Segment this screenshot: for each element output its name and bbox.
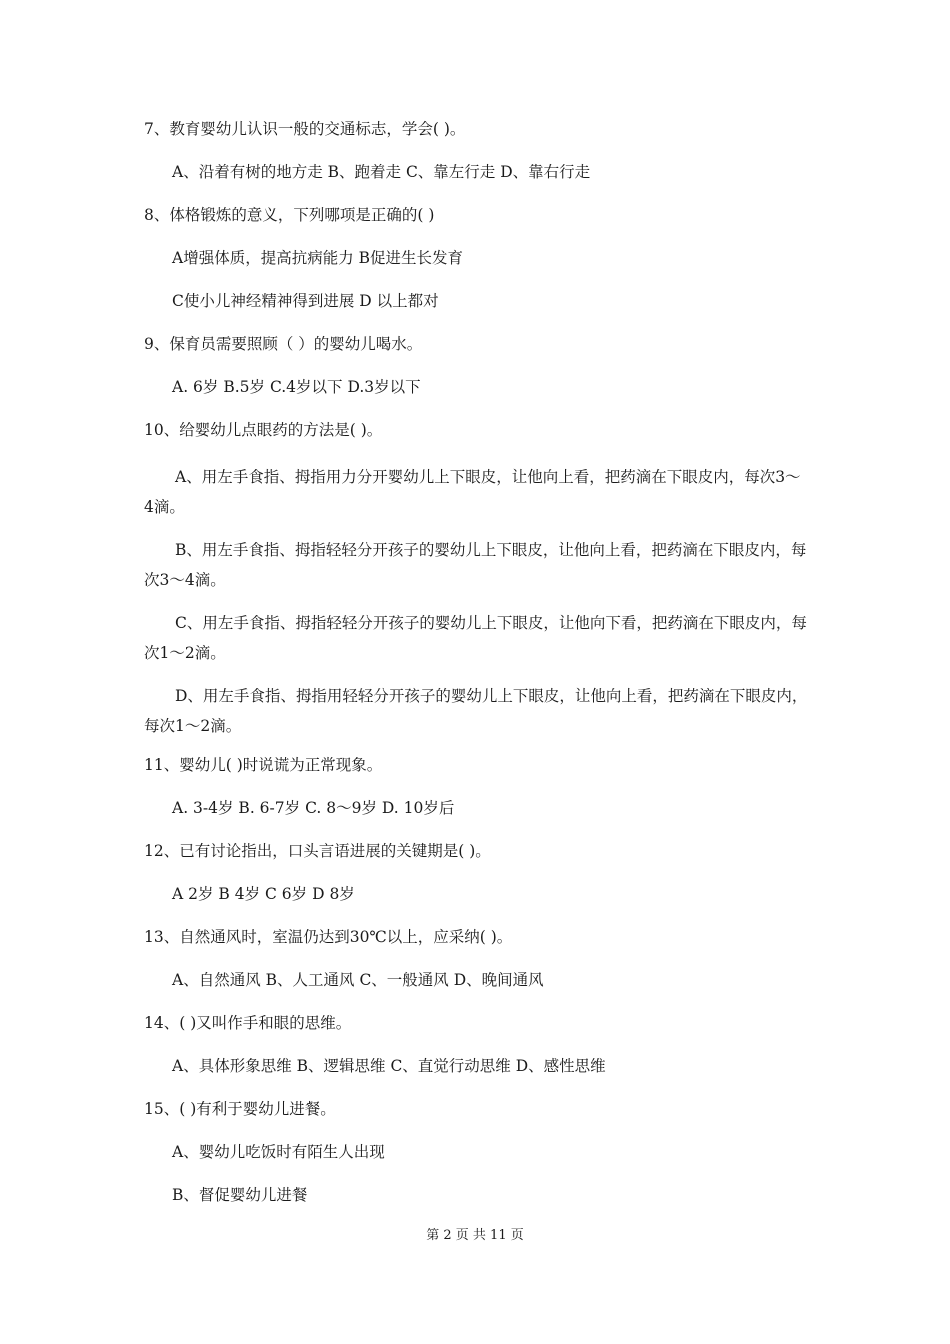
question-10-option-b: B、用左手食指、拇指轻轻分开孩子的婴幼儿上下眼皮，让他向上看，把药滴在下眼皮内，每次3～4滴。 (144, 541, 807, 589)
question-8-options-line-2: C使小儿神经精神得到进展 D 以上都对 (172, 292, 439, 310)
question-10-option-c: C、用左手食指、拇指轻轻分开孩子的婴幼儿上下眼皮，让他向下看，把药滴在下眼皮内，每次1～2滴。 (144, 614, 807, 662)
question-8-options-line-1: A增强体质，提高抗病能力 B促进生长发育 (172, 249, 464, 267)
question-10-stem: 10、给婴幼儿点眼药的方法是( )。 (144, 421, 383, 439)
question-12-stem: 12、已有讨论指出，口头言语进展的关键期是( )。 (144, 842, 491, 860)
page-footer: 第 2 页 共 11 页 (426, 1228, 524, 1243)
question-10-option-a: A、用左手食指、拇指用力分开婴幼儿上下眼皮，让他向上看，把药滴在下眼皮内，每次3～4滴。 (144, 468, 801, 516)
question-list (144, 118, 810, 1227)
question-9-stem: 9、保育员需要照顾（ ）的婴幼儿喝水。 (144, 335, 423, 353)
question-15-option-b: B、督促婴幼儿进餐 (172, 1186, 308, 1204)
question-15-stem: 15、( )有利于婴幼儿进餐。 (144, 1100, 336, 1118)
question-8-stem: 8、体格锻炼的意义，下列哪项是正确的( ) (144, 206, 435, 224)
question-14-stem: 14、( )又叫作手和眼的思维。 (144, 1014, 352, 1032)
question-13-options: A、自然通风 B、人工通风 C、一般通风 D、晚间通风 (172, 971, 544, 989)
question-15-option-a: A、婴幼儿吃饭时有陌生人出现 (172, 1143, 385, 1161)
question-11-options: A. 3-4岁 B. 6-7岁 C. 8～9岁 D. 10岁后 (172, 799, 455, 817)
question-7-stem: 7、教育婴幼儿认识一般的交通标志，学会( )。 (144, 120, 466, 138)
question-9-options: A. 6岁 B.5岁 C.4岁以下 D.3岁以下 (172, 378, 421, 396)
question-11-stem: 11、婴幼儿( )时说谎为正常现象。 (144, 756, 383, 774)
question-14-options: A、具体形象思维 B、逻辑思维 C、直觉行动思维 D、感性思维 (172, 1057, 606, 1075)
question-7-options: A、沿着有树的地方走 B、跑着走 C、靠左行走 D、靠右行走 (172, 163, 591, 181)
question-13-stem: 13、自然通风时，室温仍达到30℃以上，应采纳( )。 (144, 928, 513, 946)
question-10-option-d: D、用左手食指、拇指用轻轻分开孩子的婴幼儿上下眼皮，让他向上看，把药滴在下眼皮内，每次1～2滴。 (144, 687, 808, 735)
question-12-options: A 2岁 B 4岁 C 6岁 D 8岁 (172, 885, 355, 903)
